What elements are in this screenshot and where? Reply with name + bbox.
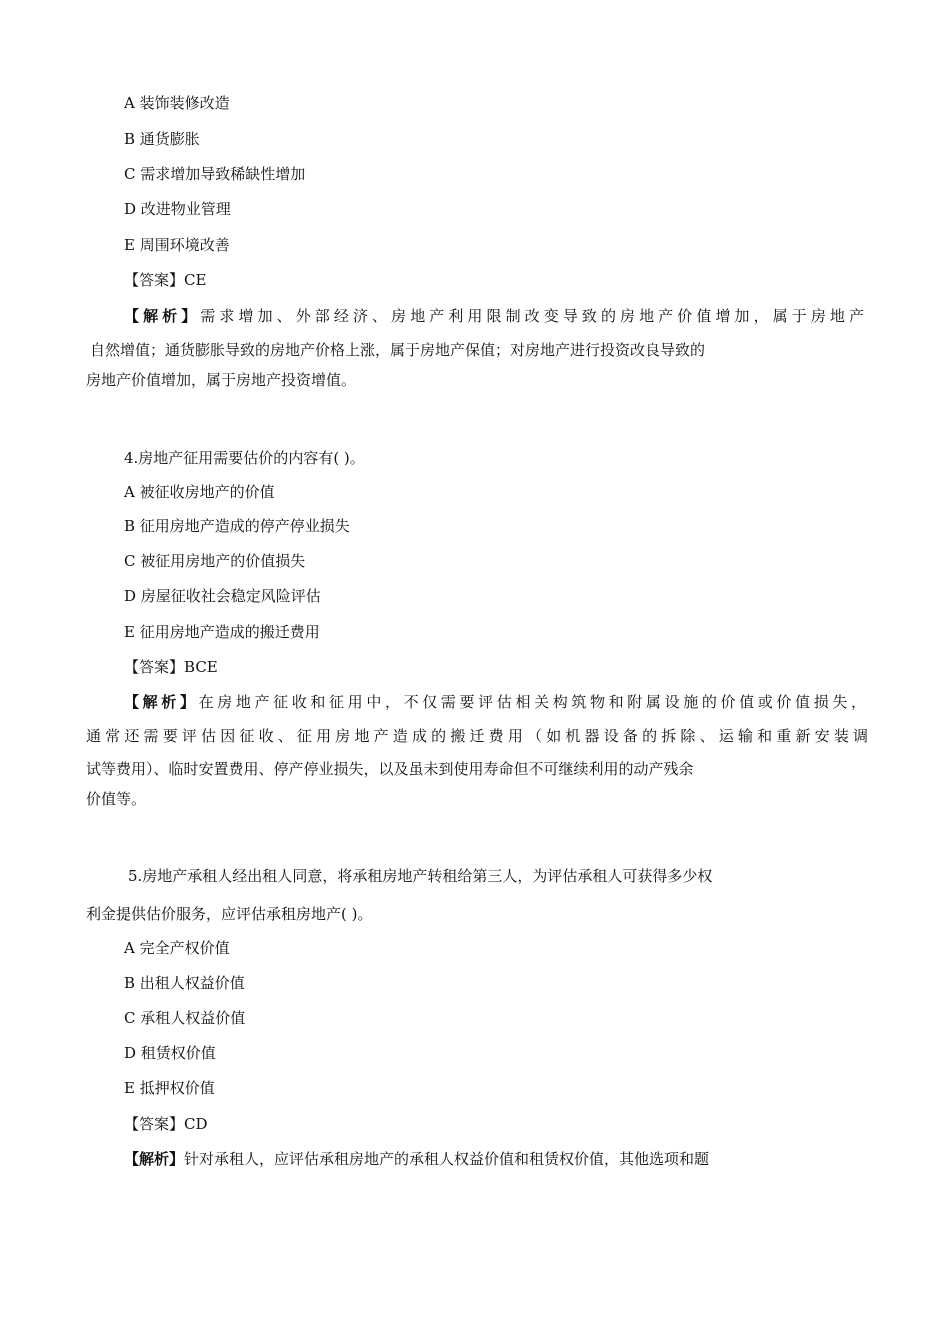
q4-analysis-line-4: 价值等。 [86,790,147,808]
answer-tag: 【答案】 [124,271,185,289]
q4-analysis-line-3: 试等费用）、临时安置费用、停产停业损失，以及虽未到使用寿命但不可继续利用的动产残余 [86,760,694,778]
answer-value: BCE [184,658,218,676]
answer-tag: 【答案】 [124,658,185,676]
q5-option-a: A 完全产权价值 [124,939,230,957]
q5-analysis-line-1 [124,1149,906,1169]
answer-value: CD [184,1115,208,1133]
q4-option-d: D 房屋征收社会稳定风险评估 [124,587,321,605]
q3-option-e: E 周围环境改善 [124,236,230,254]
q5-option-e: E 抵押权价值 [124,1079,215,1097]
q3-option-d: D 改进物业管理 [124,200,231,218]
answer-tag: 【答案】 [124,1115,185,1133]
q4-analysis-line-2: 通常还需要评估因征收、征用房地产造成的搬迁费用（如机器设备的拆除、运输和重新安装调 [86,727,868,745]
q4-option-c: C 被征用房地产的价值损失 [124,552,306,570]
q3-option-a: A 装饰装修改造 [124,94,230,112]
q4-answer [124,657,218,677]
q5-option-d: D 租赁权价值 [124,1044,216,1062]
analysis-text: 需求增加、外部经济、房地产利用限制改变导致的房地产价值增加，属于房地产 [200,307,864,325]
q5-option-c: C 承租人权益价值 [124,1009,246,1027]
analysis-tag: 【解析】 [124,307,201,325]
answer-value: CE [184,271,207,289]
q4-option-a: A 被征收房地产的价值 [124,483,275,501]
q5-option-b: B 出租人权益价值 [124,974,245,992]
q3-answer [124,270,206,290]
q3-analysis-line-1 [124,306,864,326]
analysis-tag: 【解析】 [124,693,199,711]
analysis-text: 针对承租人，应评估承租房地产的承租人权益价值和租赁权价值，其他选项和题 [184,1150,710,1168]
q3-analysis-line-3: 房地产价值增加，属于房地产投资增值。 [86,371,357,389]
q5-stem-line-1: 5.房地产承租人经出租人同意，将承租房地产转租给第三人，为评估承租人可获得多少权 [128,867,713,885]
q3-analysis-line-2: 自然增值；通货膨胀导致的房地产价格上涨，属于房地产保值；对房地产进行投资改良导致的 [90,341,706,359]
q4-analysis-line-1 [124,692,866,712]
q4-option-e: E 征用房地产造成的搬迁费用 [124,623,320,641]
q4-stem: 4.房地产征用需要估价的内容有( )。 [124,449,365,467]
q3-option-b: B 通货膨胀 [124,130,200,148]
q4-option-b: B 征用房地产造成的停产停业损失 [124,517,350,535]
q5-answer [124,1114,208,1134]
q3-option-c: C 需求增加导致稀缺性增加 [124,165,306,183]
analysis-text: 在房地产征收和征用中，不仅需要评估相关构筑物和附属设施的价值或价值损失， [198,693,866,711]
analysis-tag: 【解析】 [124,1150,185,1168]
q5-stem-line-2: 利金提供估价服务，应评估承租房地产( )。 [86,905,373,923]
